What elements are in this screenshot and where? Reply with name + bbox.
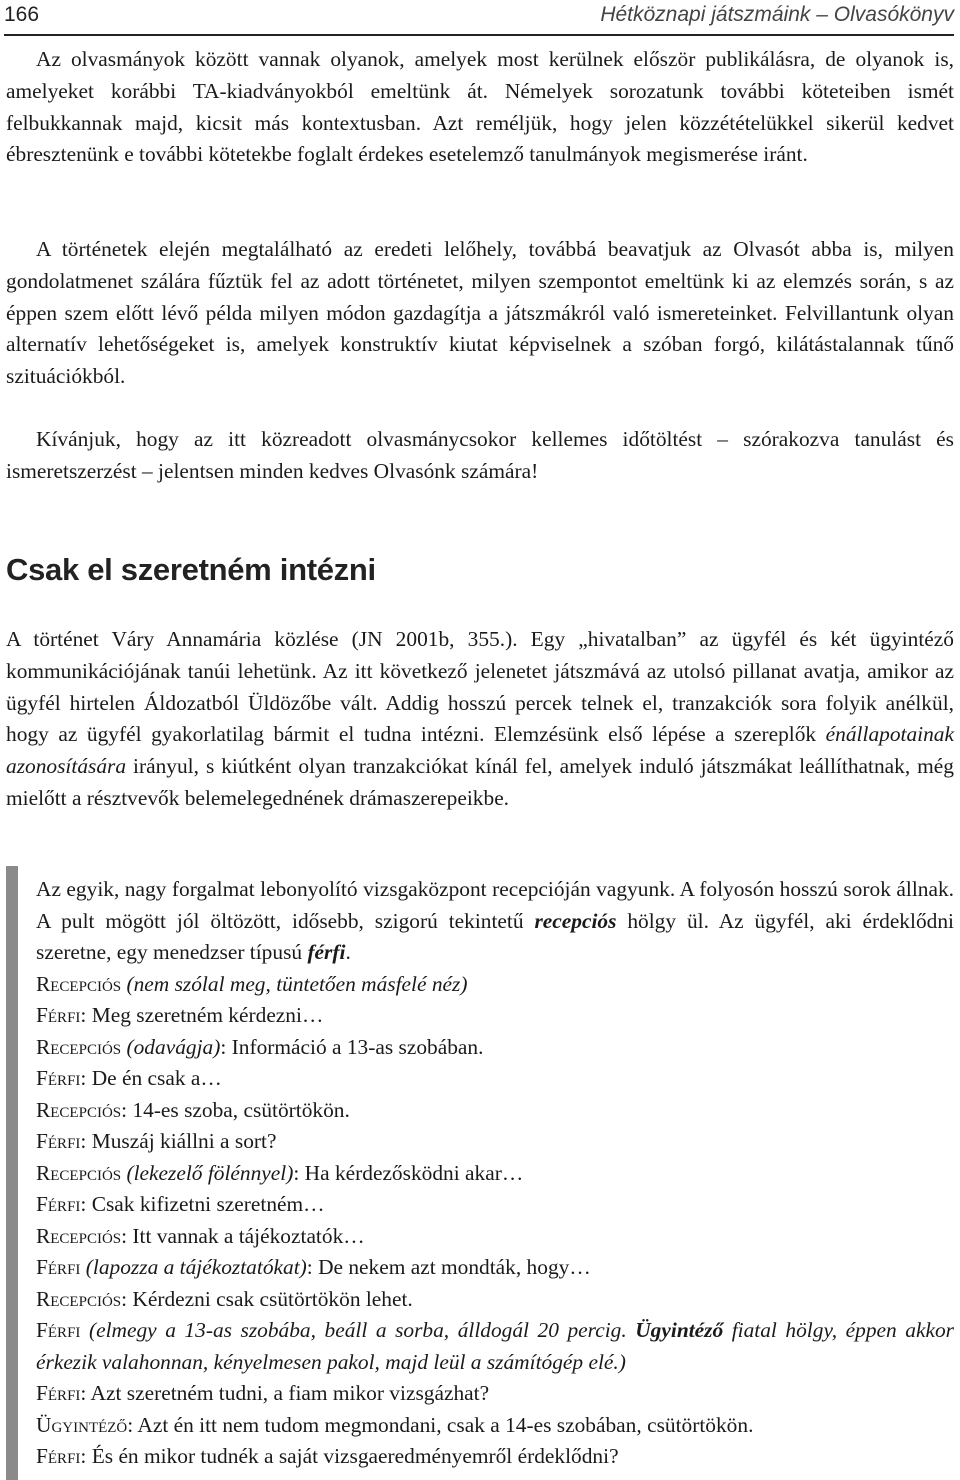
spoken-text: Kérdezni csak csütörtökön lehet. [132,1286,413,1311]
dialogue-line [36,1000,954,1032]
spoken-text: Itt vannak a tájékoztatók… [132,1223,365,1248]
scene-text-e: . [345,940,351,964]
spoken-text: Muszáj kiállni a sort? [91,1129,277,1153]
scene-text-a: Az egyik, nagy forgalmat lebonyolító vizsgaközpont recepcióján vagyunk. A folyosón hosszú sorok állnak. A pult mögött jól öltözött, idősebb, szigorú tekintetű [36,877,954,933]
dialogue-line [36,1378,954,1410]
scene-text-c: hölgy ül. Az ügyfél, aki érdeklődni szeretne, egy menedzser típusú [36,908,954,964]
speaker-name: Férfi [36,1129,81,1153]
spoken-text: Azt szeretném tudni, a fiam mikor vizsgázhat? [90,1381,490,1405]
quote-sidebar-bar [6,866,18,1480]
intro-paragraph-3: Kívánjuk, hogy az itt közreadott olvasmánycsokor kellemes időtöltést – szórakozva tanulást és ismeretszerzést – jelentsen minden kedves Olvasónk számára! [6,427,954,483]
spoken-text: Azt én itt nem tudom megmondani, csak a 14-es szobában, csütörtökön. [137,1412,754,1437]
stage-direction-cont: fiatal hölgy, éppen akkor érkezik valahonnan, kényelmesen pakol, majd leül a számítógép elé.) [36,1318,954,1374]
dialogue-block [36,874,954,1473]
dialogue-line [36,1032,954,1064]
spoken-text: Meg szeretném kérdezni… [91,1003,324,1027]
dialogue-line [36,1126,954,1158]
speaker-separator: : [121,1286,133,1311]
spoken-text: Csak kifizetni szeretném… [91,1192,325,1216]
section-text-c: irányul, s kiútként olyan tranzakciókat kínál fel, amelyek induló játszmákat leállíthatnak, még mielőtt a résztvevők belemelegednének drámaszerepeikbe. [6,754,954,810]
dialogue-line [36,1189,954,1221]
speaker-separator: : [80,1003,92,1027]
speaker-name: Férfi [36,1003,81,1027]
dialogue-line [36,1441,954,1473]
speaker-name: Férfi [36,1255,81,1279]
page-number: 166 [4,3,40,26]
dialogue-line [36,1410,954,1442]
section-paragraph [6,624,954,815]
speaker-name: Férfi [36,1444,81,1468]
speaker-name: Recepciós [36,1097,122,1122]
dialogue-line [36,1284,954,1316]
stage-direction: (nem szólal meg, tüntetően másfelé néz) [126,971,468,996]
speaker-name: Recepciós [36,1034,122,1059]
speaker-separator: : [80,1381,91,1405]
scene-description [36,874,954,969]
dialogue-lines-2 [36,1378,954,1473]
spoken-text: 14-es szoba, csütörtökön. [132,1097,350,1122]
spoken-text: És én mikor tudnék a saját vizsgaeredményemről érdeklődni? [91,1444,619,1468]
speaker-name: Recepciós [36,1160,122,1185]
speaker-name: Férfi [36,1066,81,1090]
speaker-separator: : [80,1444,92,1468]
dialogue-lines [36,969,954,1316]
speaker-separator: : [80,1129,92,1153]
stage-direction: (elmegy a 13-as szobába, beáll a sorba, álldogál 20 percig. [88,1318,636,1342]
stage-direction-role: Ügyintéző [635,1318,724,1342]
speaker-separator: : [80,1066,92,1090]
dialogue-line [36,1095,954,1127]
dialogue-line [36,1221,954,1253]
speaker-name: Férfi [36,1192,81,1216]
page-header [4,0,954,36]
speaker-name: Recepciós [36,1286,122,1311]
speaker-name: Férfi [36,1381,81,1405]
scene-role-receptionist: recepciós [534,908,617,933]
speaker-separator: : [121,1223,133,1248]
spoken-text: De én csak a… [91,1066,222,1090]
dialogue-line-long-direction [36,1315,954,1378]
spoken-text: : Információ a 13-as szobában. [220,1034,484,1059]
dialogue-line [36,1252,954,1284]
intro-paragraph-1: Az olvasmányok között vannak olyanok, amelyek most kerülnek először publikálásra, de olyanok is, amelyeket korábbi TA-kiadványokból emeltünk át. Némelyek sorozatunk további köteteiben ismét felbukkannak majd, kicsit más kontextusban. Azt reméljük, hogy jelen közzétételükkel sikerül kedvet ébresztenünk e további kötetekbe foglalt érdekes esetelemző tanulmányok megismerése iránt. [6,47,954,167]
dialogue-line [36,1158,954,1190]
stage-direction: (lapozza a tájékoztatókat) [85,1255,307,1279]
speaker-separator: : [127,1412,138,1437]
speaker-name: Ügyintéző [36,1412,128,1437]
scene-role-man: férfi [307,940,346,964]
speaker-name: Recepciós [36,971,122,996]
dialogue-line [36,1063,954,1095]
stage-direction: (odavágja) [126,1034,221,1059]
stage-direction: (lekezelő fölénnyel) [126,1160,294,1185]
spoken-text: : De nekem azt mondták, hogy… [306,1255,591,1279]
section-text-a: A történet Váry Annamária közlése (JN 2001b, 355.). Egy „hivatalban” az ügyfél és két ügyintéző kommunikációjának tanúi lehetünk. Az itt következő jelenetet játszmává az utolsó pillanat avatja, amikor az ügyfél hirtelen Áldozatból Üldözőbe vált. Addig hosszú percek telnek el, tranzakciók sora folyik anélkül, hogy az ügyfél gyakorlatilag bármit el tudna intézni. Elemzésünk első lépése a szereplők [6,627,954,747]
running-title: Hétköznapi játszmáink – Olvasókönyv [600,3,954,26]
spoken-text: : Ha kérdezősködni akar… [293,1160,524,1185]
section-emphasis: énállapotainak azonosítására [6,722,954,779]
speaker-separator: : [80,1192,92,1216]
speaker-name: Recepciós [36,1223,122,1248]
speaker-separator: : [121,1097,133,1122]
section-title: Csak el szeretném intézni [6,552,376,587]
speaker-name: Férfi [36,1318,81,1342]
dialogue-line [36,969,954,1001]
intro-paragraph-2: A történetek elején megtalálható az eredeti lelőhely, továbbá beavatjuk az Olvasót abba is, milyen gondolatmenet szálára fűztük fel az adott történetet, milyen szempontot emeltünk ki az elemzés során, s az éppen szem előtt lévő példa milyen módon gazdagítja a játszmákról való ismereteinket. Felvillantunk olyan alternatív lehetőségeket is, amelyek konstruktív kiutat képviselnek a szóban forgó, kilátástalannak tűnő szituációkból. [6,237,954,389]
